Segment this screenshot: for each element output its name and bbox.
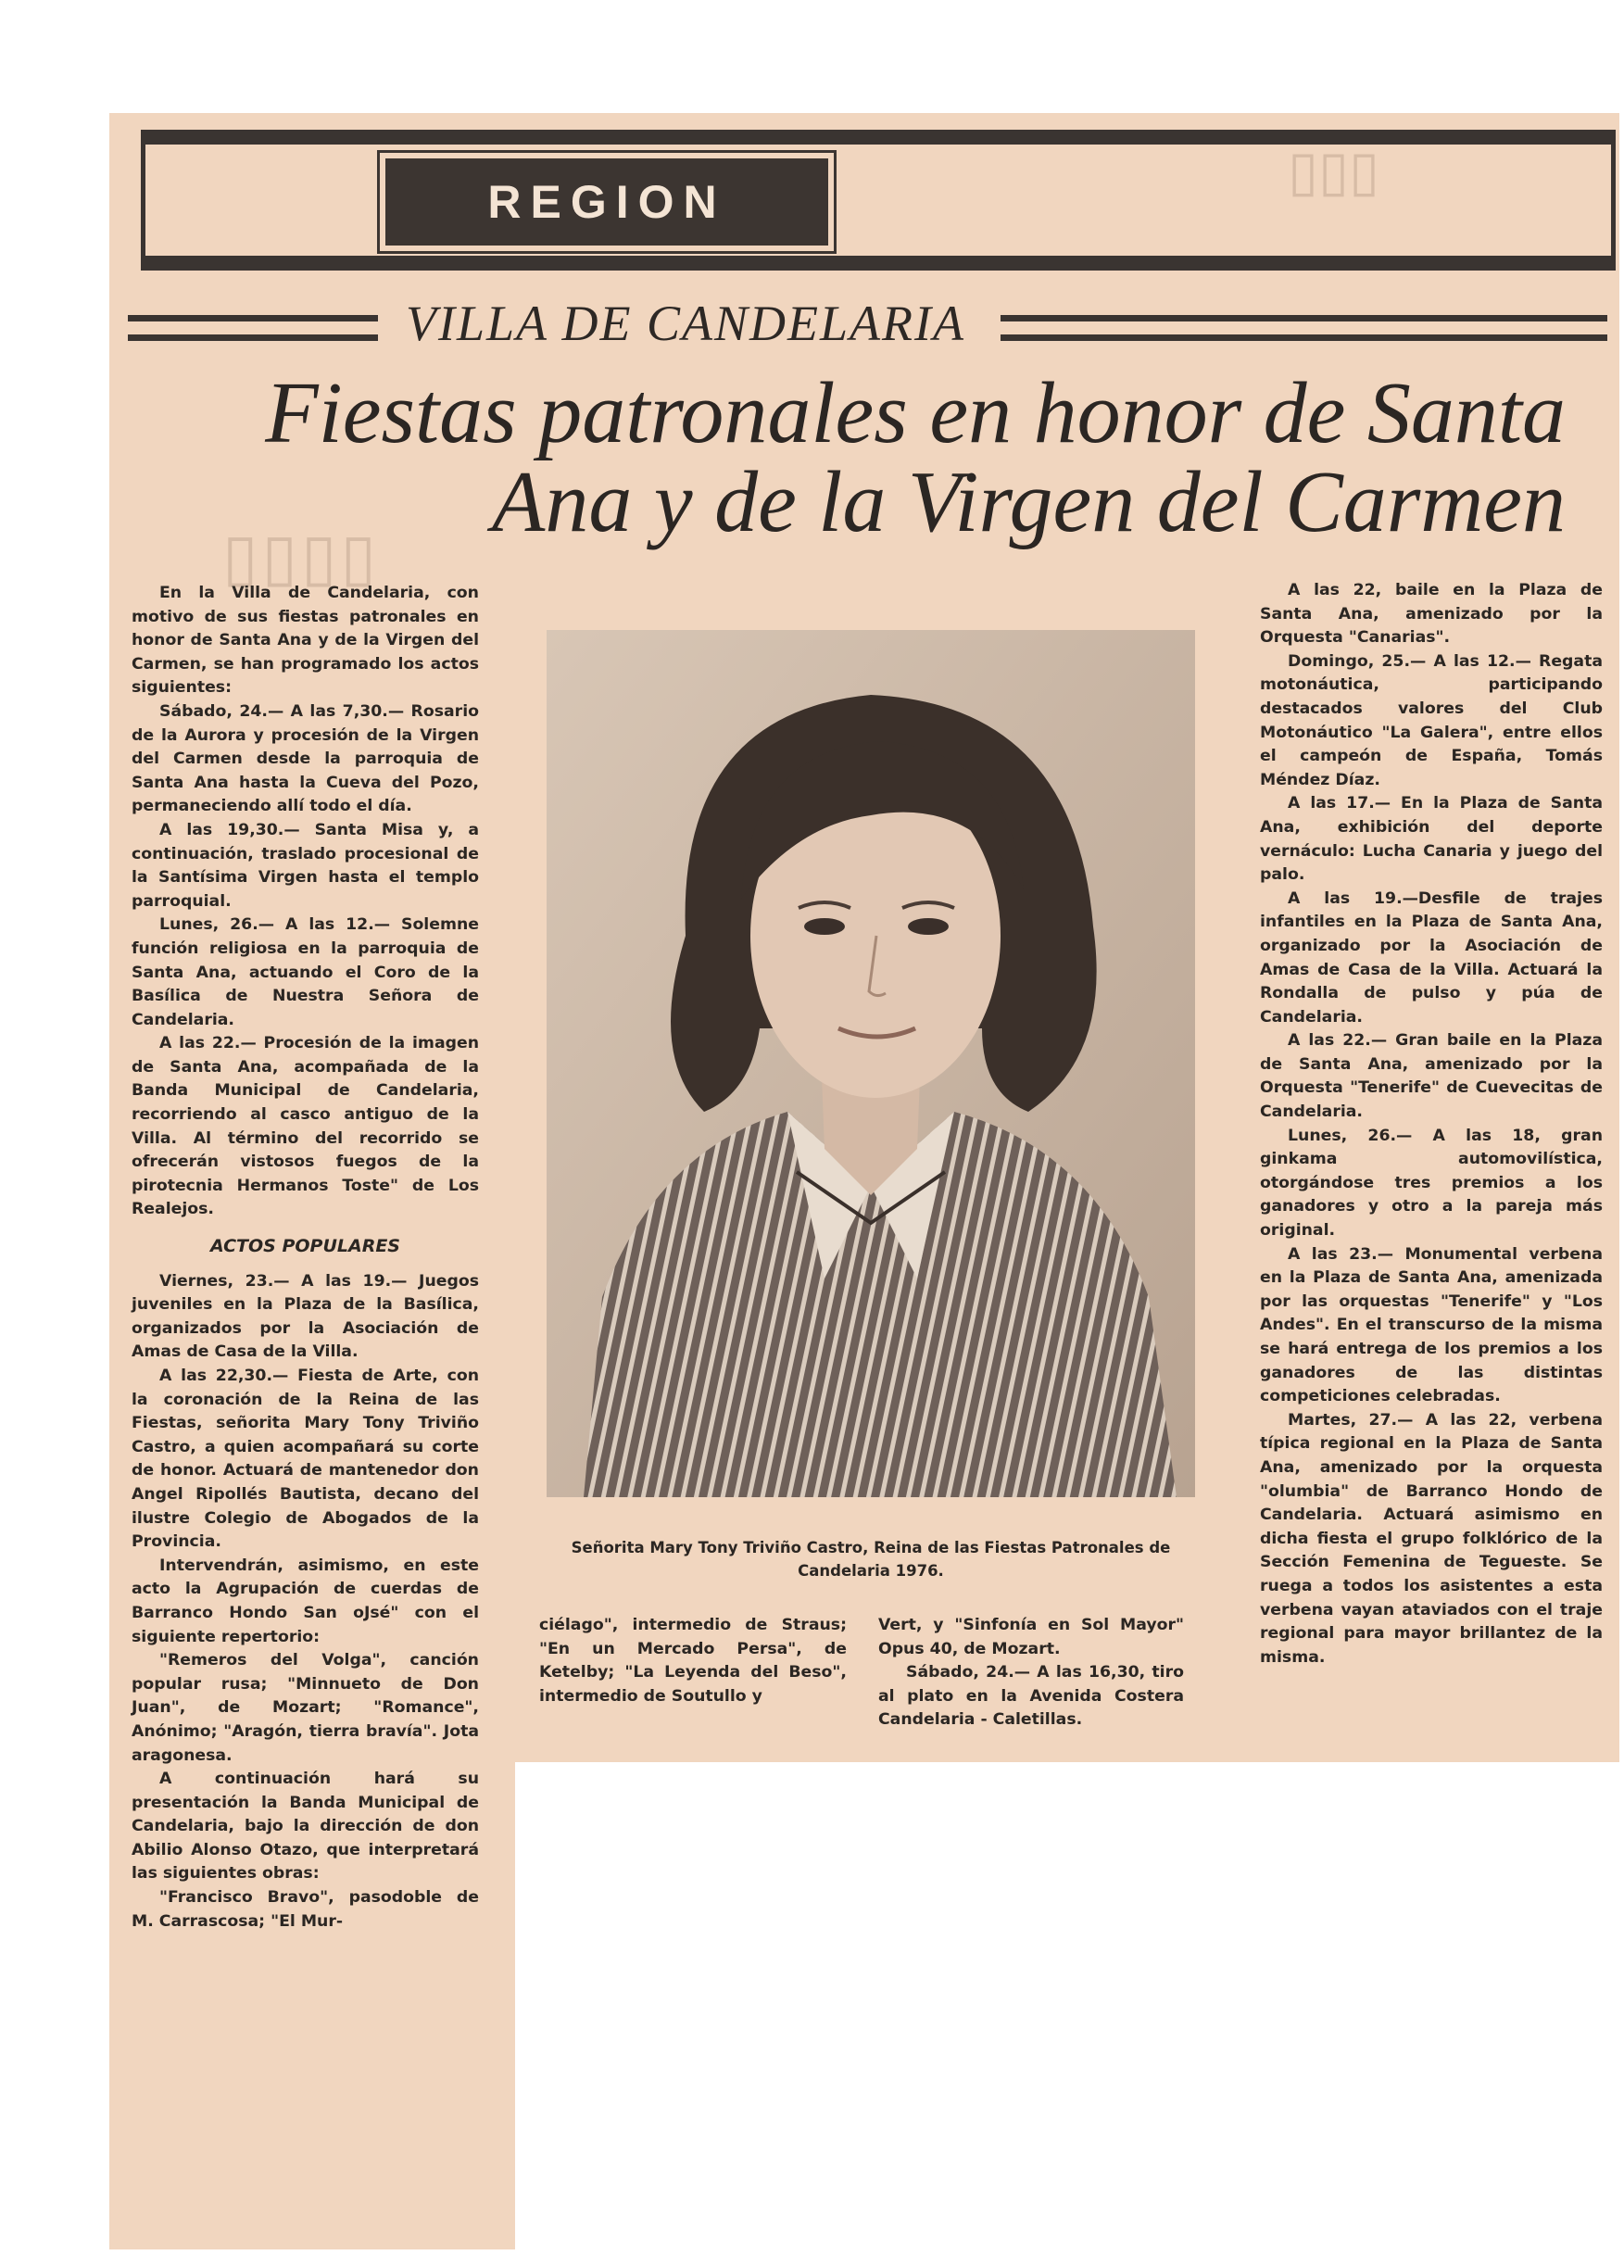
paragraph: Sábado, 24.— A las 16,30, tiro al plato en la Avenida Costera Candelaria - Caletillas. <box>878 1663 1184 1730</box>
paragraph: A las 22, baile en la Plaza de Santa Ana, amenizado por la Orquesta "Canarias". <box>1260 581 1603 648</box>
kicker-rule-right <box>1001 315 1607 341</box>
article-kicker: VILLA DE CANDELARIA <box>406 296 965 351</box>
show-through-text-2: ▯▯▯▯ <box>222 523 381 594</box>
section-label: REGION <box>380 153 834 251</box>
paragraph: Martes, 27.— A las 22, verbena típica regional en la Plaza de Santa Ana, amenizado por la orquesta "olumbia" de Barranco Hondo de Candelaria. Actuará asimismo en dicha fiesta el grupo folklórico de la Sección Femenina de Tegueste. Se ruega a todos los asistentes a esta verbena vayan ataviados con el traje regional para mayor brillantez de la misma. <box>1260 1410 1603 1667</box>
show-through-text: ▯▯▯ <box>1288 141 1380 202</box>
section-masthead <box>141 130 1616 271</box>
paragraph: "Francisco Bravo", pasodoble de M. Carrascosa; "El Mur- <box>132 1888 479 1931</box>
paragraph: En la Villa de Candelaria, con motivo de sus fiestas patronales en honor de Santa Ana y de la Virgen del Carmen, se han programado los actos siguientes: <box>132 584 479 698</box>
headline-line-2: Ana y de la Virgen del Carmen <box>491 454 1566 550</box>
paragraph: ciélago", intermedio de Straus; "En un Mercado Persa", de Ketelby; "La Leyenda del Beso", intermedio de Soutullo y <box>539 1616 847 1706</box>
photo-caption: Señorita Mary Tony Triviño Castro, Reina de las Fiestas Patronales de Candelaria 1976. <box>571 1539 1171 1580</box>
article-column-middle-2 <box>878 1614 1184 1732</box>
paragraph: Vert, y "Sinfonía en Sol Mayor" Opus 40, de Mozart. <box>878 1616 1184 1658</box>
paragraph: Lunes, 26.— A las 12.— Solemne función religiosa en la parroquia de Santa Ana, actuando el Coro de la Basílica de Nuestra Señora de Candelaria. <box>132 915 479 1029</box>
paragraph: Intervendrán, asimismo, en este acto la Agrupación de cuerdas de Barranco Hondo San oJsé" con el siguiente repertorio: <box>132 1556 479 1646</box>
article-column-middle-1 <box>539 1614 847 1708</box>
paragraph: A las 19.—Desfile de trajes infantiles en la Plaza de Santa Ana, organizado por la Asociación de Amas de Casa de la Villa. Actuará la Rondalla de pulso y púa de Candelaria. <box>1260 888 1603 1027</box>
paragraph: Viernes, 23.— A las 19.— Juegos juveniles en la Plaza de la Basílica, organizados por la Asociación de Amas de Casa de la Villa. <box>132 1271 479 1362</box>
portrait-illustration <box>547 630 1195 1497</box>
kicker-rule-left <box>128 315 378 341</box>
article-column-left <box>132 582 479 1934</box>
paragraph: Domingo, 25.— A las 12.— Regata motonáutica, participando destacados valores del Club Motonáutico "La Galera", entre ellos el campeón de España, Tomás Méndez Díaz. <box>1260 651 1603 789</box>
headline-line-1: Fiestas patronales en honor de Santa <box>265 365 1566 461</box>
paragraph: A las 22.— Procesión de la imagen de Santa Ana, acompañada de la Banda Municipal de Candelaria, recorriendo al casco antiguo de la Villa. Al término del recorrido se ofrecerán vistosos fuegos de la pirotecnia Hermanos Toste" de Los Realejos. <box>132 1034 479 1219</box>
article-column-right <box>1260 579 1603 1670</box>
paragraph: A continuación hará su presentación la Banda Municipal de Candelaria, bajo la dirección de don Abilio Alonso Otazo, que interpretará las siguientes obras: <box>132 1770 479 1884</box>
paragraph: "Remeros del Volga", canción popular rusa; "Minnueto de Don Juan", de Mozart; "Romance", Anónimo; "Aragón, tierra bravía". Jota aragonesa. <box>132 1651 479 1765</box>
article-headline <box>139 365 1566 550</box>
subheading: ACTOS POPULARES <box>209 1236 400 1257</box>
paragraph: A las 17.— En la Plaza de Santa Ana, exhibición del deporte vernáculo: Lucha Canaria y juego del palo. <box>1260 794 1603 885</box>
paragraph: A las 22.— Gran baile en la Plaza de Santa Ana, amenizado por la Orquesta "Tenerife" de Cuevecitas de Candelaria. <box>1260 1031 1603 1122</box>
paragraph: A las 23.— Monumental verbena en la Plaza de Santa Ana, amenizada por las orquestas "Tenerife" y "Los Andes". En el transcurso de la misma se hará entrega de los premios a los ganadores de las distintas competiciones celebradas. <box>1260 1244 1603 1406</box>
paragraph: A las 19,30.— Santa Misa y, a continuación, traslado procesional de la Santísima Virgen hasta el templo parroquial. <box>132 820 479 911</box>
paragraph: A las 22,30.— Fiesta de Arte, con la coronación de la Reina de las Fiestas, señorita Mary Tony Triviño Castro, a quien acompañará su corte de honor. Actuará de mantenedor don Angel Ripollés Bautista, decano del ilustre Colegio de Abogados de la Provincia. <box>132 1367 479 1552</box>
paragraph: Sábado, 24.— A las 7,30.— Rosario de la Aurora y procesión de la Virgen del Carmen desde la parroquia de Santa Ana hasta la Cueva del Pozo, permaneciendo allí todo el día. <box>132 701 479 816</box>
paragraph: Lunes, 26.— A las 18, gran ginkama automovilística, otorgándose tres premios a los ganadores y otro a la pareja más original. <box>1260 1126 1603 1241</box>
portrait-photo <box>547 630 1195 1497</box>
